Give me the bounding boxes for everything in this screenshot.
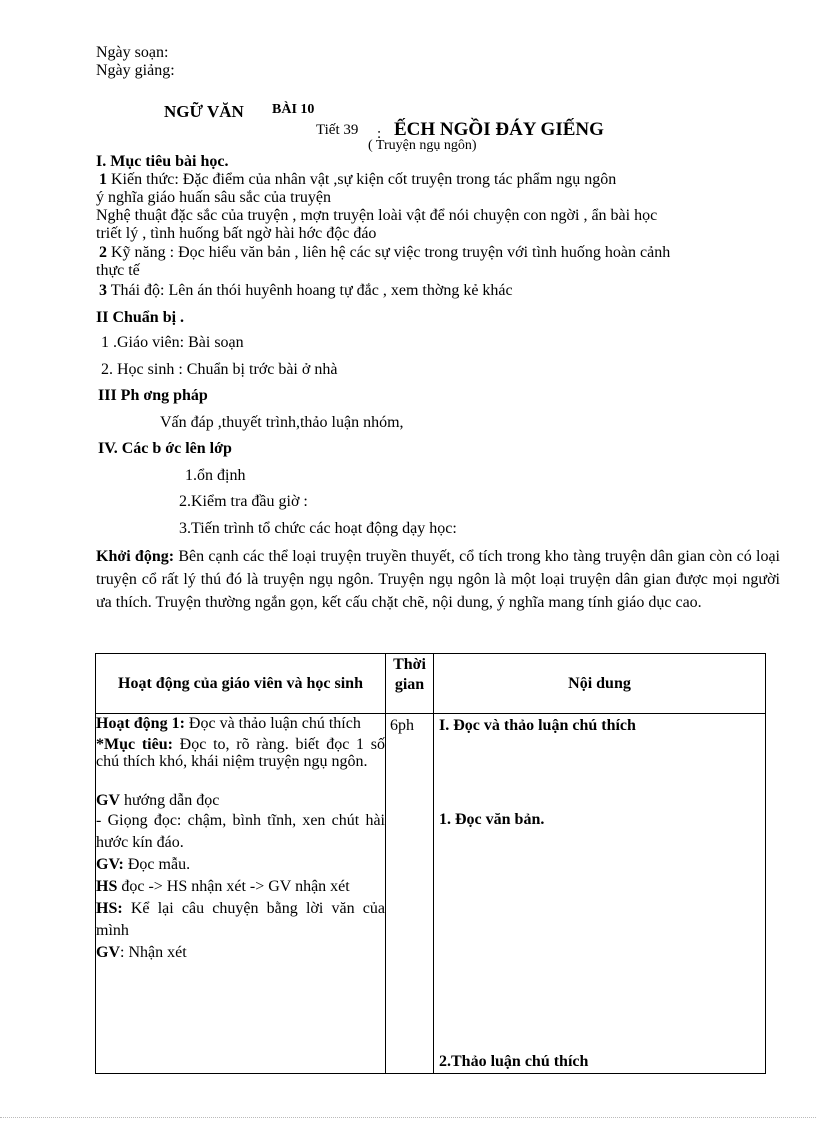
- activity-1-text: Đọc và thảo luận chú thích: [184, 715, 361, 732]
- art-line-1: Nghệ thuật đặc sắc của truyện , mợn truyện loài vật để nói chuyện con ngời , ẩn bài học: [96, 207, 658, 224]
- header-activity-cell: [96, 654, 386, 714]
- activity-cell: [96, 714, 386, 1074]
- warmup-label: Khởi động:: [96, 548, 175, 565]
- skill-number: 2: [99, 244, 107, 261]
- student-prep: 2. Học sinh : Chuẩn bị trớc bài ở nhà: [101, 361, 338, 378]
- step-1: 1.ổn định: [185, 467, 246, 484]
- header-activity: Hoạt động của giáo viên và học sinh: [118, 675, 363, 692]
- time-cell: [386, 714, 434, 1074]
- header-content-cell: [434, 654, 766, 714]
- hs-read-text: đọc -> HS nhận xét -> GV nhận xét: [117, 878, 350, 895]
- attitude-line: [99, 282, 513, 300]
- goal: [96, 736, 385, 770]
- goal-text: Đọc to, rõ ràng. biết đọc 1 số chú thích khó, khái niệm truyện ngụ ngôn.: [96, 736, 385, 770]
- warmup-text: Bên cạnh các thể loại truyện truyền thuyết, cổ tích trong kho tàng truyện dân gian còn có loại truyện cổ rất lý thú đó là truyện ngụ ngôn. Truyện ngụ ngôn là một loại truyện dân gian được mọi người ưa thích. Truyện thường ngắn gọn, kết cấu chặt chẽ, nội dung, ý nghĩa mang tính giáo dục cao.: [96, 548, 780, 611]
- table-row: [96, 714, 766, 1074]
- step-2: 2.Kiểm tra đầu giờ :: [179, 493, 308, 510]
- page-bottom-border: [0, 1117, 816, 1118]
- time-value: 6ph: [390, 717, 414, 734]
- table-header-row: [96, 654, 766, 714]
- objectives-heading: I. Mục tiêu bài học.: [96, 153, 229, 170]
- teaching-date-label: Ngày giảng:: [96, 62, 175, 79]
- header-time-cell: [386, 654, 434, 714]
- content-cell: [434, 714, 766, 1074]
- warmup-paragraph: [96, 545, 780, 614]
- steps-heading: IV. Các b ớc lên lớp: [98, 440, 232, 457]
- gv-read-text: Đọc mẫu.: [123, 856, 191, 873]
- content-heading: I. Đọc và thảo luận chú thích: [439, 717, 636, 734]
- knowledge-line-2: ý nghĩa giáo huấn sâu sắc của truyện: [96, 189, 332, 206]
- prep-date-label: Ngày soạn:: [96, 44, 169, 61]
- content-read-text: 1. Đọc văn bản.: [439, 811, 545, 828]
- knowledge-text: Kiến thức: Đặc điểm của nhân vật ,sự kiện cốt truyện trong tác phẩm ngụ ngôn: [111, 171, 617, 188]
- hs-retell-text: Kể lại câu chuyện bằng lời văn của mình: [96, 900, 385, 939]
- genre-subtitle: ( Truyện ngụ ngôn): [368, 138, 477, 153]
- preparation-heading: II Chuẩn bị .: [96, 309, 185, 326]
- content-discuss-notes: 2.Thảo luận chú thích: [439, 1053, 589, 1070]
- gv-read-label: GV:: [96, 856, 124, 873]
- gv-guide: [96, 791, 385, 810]
- hs-retell-label: HS:: [96, 900, 123, 917]
- story-title: ẾCH NGỒI ĐÁY GIẾNG: [394, 119, 604, 140]
- knowledge-line: [99, 171, 616, 189]
- knowledge-number: 1: [99, 171, 107, 188]
- skill-text: Kỹ năng : Đọc hiểu văn bản , liên hệ các sự việc trong truyện với tình huống hoàn cảnh: [111, 244, 671, 261]
- gv-comment: [96, 942, 385, 964]
- gv-comment-label: GV: [96, 944, 120, 961]
- skill-line-2: thực tế: [96, 262, 140, 279]
- attitude-number: 3: [99, 282, 107, 299]
- goal-label: *Mục tiêu:: [96, 736, 173, 753]
- lesson-plan-table: [95, 653, 766, 1074]
- gv-comment-text: : Nhận xét: [120, 944, 187, 961]
- skill-line: [99, 244, 670, 262]
- activity-1: [96, 714, 385, 733]
- lesson-number: BÀI 10: [272, 102, 315, 117]
- attitude-text: Thái độ: Lên án thói huyênh hoang tự đắc , xem thờng kẻ khác: [110, 282, 513, 299]
- period-label: Tiết 39: [316, 122, 359, 138]
- hs-read-label: HS: [96, 878, 118, 895]
- subject-title: NGỮ VĂN: [164, 102, 244, 121]
- voice-note: - Giọng đọc: chậm, bình tĩnh, xen chút hài hước kín đáo.: [96, 812, 385, 851]
- step-3: 3.Tiến trình tổ chức các hoạt động dạy học:: [179, 520, 457, 537]
- art-line-2: triết lý , tình huống bất ngờ hài hớc độc đáo: [96, 225, 377, 242]
- method-text: Vấn đáp ,thuyết trình,thảo luận nhóm,: [160, 414, 404, 431]
- activity-1-label: Hoạt động 1:: [96, 715, 185, 732]
- method-heading: III Ph ơng pháp: [98, 387, 208, 404]
- hs-read: [96, 876, 385, 898]
- gv-guide-label: GV: [96, 792, 120, 809]
- teacher-prep: 1 .Giáo viên: Bài soạn: [101, 334, 244, 351]
- header-time: Thời gian: [393, 656, 426, 693]
- hs-retell: [96, 898, 385, 942]
- gv-guide-text: hướng dẫn đọc: [120, 792, 220, 809]
- period-separator: :: [377, 126, 382, 142]
- gv-read: [96, 854, 385, 876]
- header-content: Nội dung: [568, 675, 631, 692]
